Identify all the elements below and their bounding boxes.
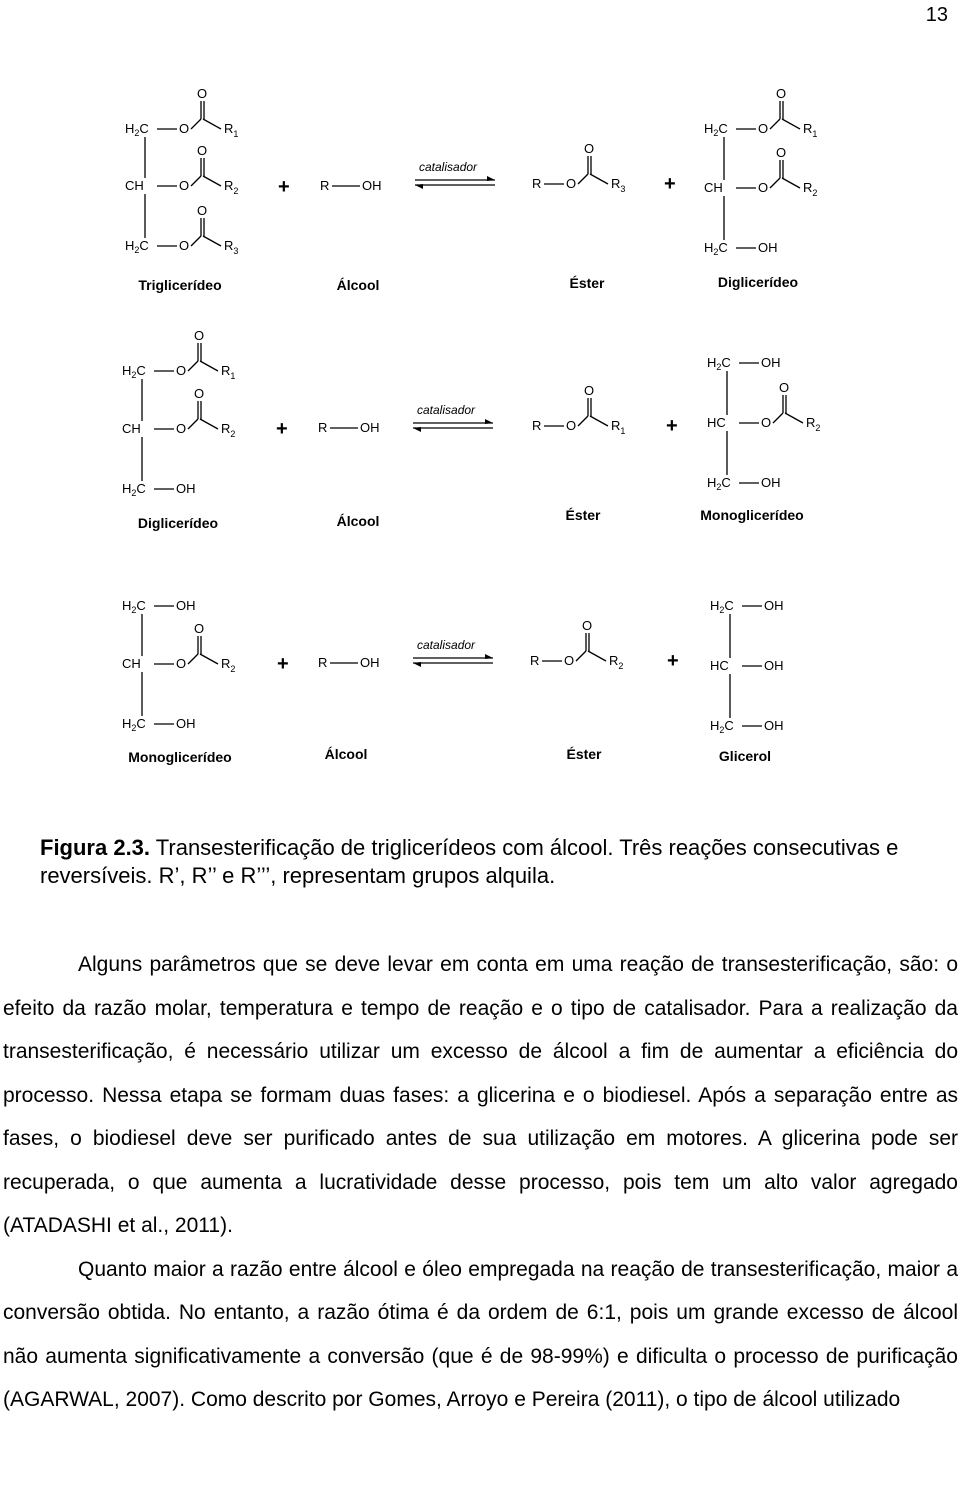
atom-label: OH xyxy=(176,481,196,496)
atom-label: O xyxy=(758,121,769,136)
atom-label: OH xyxy=(176,598,196,613)
atom-label: OH xyxy=(176,716,196,731)
atom-label: O xyxy=(582,618,593,633)
atom-label: R xyxy=(318,420,328,435)
caption-text: Transesterificação de triglicerídeos com álcool. Três reações consecutivas e reversíveis. R’, R’’ e R’’’, representam grupos alquila. xyxy=(40,835,899,888)
atom-label: O xyxy=(179,178,190,193)
bond xyxy=(203,236,221,246)
atom-label: $H_2C$ xyxy=(125,238,149,255)
atom-label: O xyxy=(194,386,205,401)
atom-label: O xyxy=(584,141,595,156)
bond xyxy=(782,119,800,129)
bond xyxy=(203,119,221,129)
paragraph-1: Alguns parâmetros que se deve levar em conta em uma reação de transesterificação, são: o efeito da razão molar, temperatura e tempo de reação e o tipo de catalisador. Para a realização da transesterificação, é necessário utilizar um excesso de álcool a fim de aumentar a eficiência do processo. Nessa etapa se formam duas fases: a glicerina e o biodiesel. Após a separação entre as fases, o biodiesel deve ser purificado antes de sua utilização em motores. A glicerina pode ser recuperada, o que aumenta a lucratividade desse processo, pois tem um alto valor agregado (ATADASHI et al., 2011). xyxy=(3,953,958,1237)
page-number: 13 xyxy=(925,4,948,26)
atom-label: OH xyxy=(761,475,781,490)
atom-label: O xyxy=(194,328,205,343)
atom-label: O xyxy=(758,180,769,195)
bond xyxy=(770,178,780,188)
atom-label: CH xyxy=(122,656,141,671)
bond xyxy=(590,416,608,426)
bond xyxy=(191,176,201,186)
paragraph-2: Quanto maior a razão entre álcool e óleo empregada na reação de transesterificação, maior a conversão obtida. No entanto, a razão ótima é da ordem de 6:1, pois um grande excesso de álcool não aumenta significativamente a conversão (que é de 98-99%) e dificulta o processo de purificação (AGARWAL, 2007). Como descrito por Gomes, Arroyo e Pereira (2011), o tipo de álcool utilizado xyxy=(3,1257,958,1411)
alcohol-label: Álcool xyxy=(324,746,368,762)
atom-label: $R_2$ xyxy=(609,653,624,671)
atom-label: $H_2C$ xyxy=(707,475,731,492)
alcohol-label: Álcool xyxy=(336,513,380,529)
ester-label: Éster xyxy=(566,746,602,762)
atom-label: OH xyxy=(761,355,781,370)
atom-label: $H_2C$ xyxy=(710,598,734,615)
bond xyxy=(782,178,800,188)
bond xyxy=(785,413,803,423)
body-text xyxy=(3,943,958,1422)
atom-label: $R_2$ xyxy=(221,421,236,439)
atom-label: $R_1$ xyxy=(611,418,626,436)
atom-label: O xyxy=(761,415,772,430)
atom-label: O xyxy=(566,176,577,191)
atom-label: $R_1$ xyxy=(803,121,818,139)
atom-label: $H_2C$ xyxy=(122,598,146,615)
atom-label: O xyxy=(176,421,187,436)
atom-label: O xyxy=(566,418,577,433)
catalyst-label: catalisador xyxy=(417,638,476,652)
atom-label: $H_2C$ xyxy=(704,240,728,257)
atom-label: O xyxy=(197,203,208,218)
bond xyxy=(773,413,783,423)
bond xyxy=(590,174,608,184)
atom-label: O xyxy=(776,86,787,101)
atom-label: $H_2C$ xyxy=(707,355,731,372)
ester-label: Éster xyxy=(569,275,605,291)
reactant-label: Monoglicerídeo xyxy=(128,749,232,765)
atom-label: R xyxy=(532,418,542,433)
bond xyxy=(191,119,201,129)
atom-label: O xyxy=(779,380,790,395)
atom-label: OH xyxy=(362,178,382,193)
atom-label: HC xyxy=(707,415,726,430)
product-label: Monoglicerídeo xyxy=(700,507,804,523)
bond xyxy=(770,119,780,129)
figure-caption xyxy=(40,834,920,890)
atom-label: R xyxy=(320,178,330,193)
catalyst-label: catalisador xyxy=(417,403,476,417)
atom-label: $H_2C$ xyxy=(125,121,149,138)
atom-label: $H_2C$ xyxy=(704,121,728,138)
catalyst-label: catalisador xyxy=(419,160,478,174)
bond xyxy=(578,416,588,426)
atom-label: $R_2$ xyxy=(806,415,821,433)
atom-label: $H_2C$ xyxy=(122,363,146,380)
atom-label: $R_3$ xyxy=(611,176,626,194)
atom-label: $H_2C$ xyxy=(122,716,146,733)
caption-label: Figura 2.3. xyxy=(40,835,151,860)
atom-label: O xyxy=(179,121,190,136)
atom-label: CH xyxy=(122,421,141,436)
plus-sign: + xyxy=(278,176,290,198)
ester-label: Éster xyxy=(565,507,601,523)
atom-label: $H_2C$ xyxy=(710,718,734,735)
atom-label: $R_1$ xyxy=(221,363,236,381)
atom-label: R xyxy=(530,653,540,668)
atom-label: O xyxy=(564,653,575,668)
plus-sign: + xyxy=(664,173,676,195)
product-label: Diglicerídeo xyxy=(717,274,799,290)
atom-label: OH xyxy=(764,598,784,613)
product-label: Glicerol xyxy=(718,748,772,764)
plus-sign: + xyxy=(667,650,679,672)
atom-label: R xyxy=(318,655,328,670)
bond xyxy=(188,361,198,371)
atom-label: OH xyxy=(764,718,784,733)
atom-label: CH xyxy=(125,178,144,193)
bond xyxy=(200,361,218,371)
plus-sign: + xyxy=(666,415,678,437)
atom-label: O xyxy=(197,143,208,158)
bond xyxy=(200,654,218,664)
bond xyxy=(203,176,221,186)
plus-sign: + xyxy=(276,418,288,440)
bond xyxy=(576,651,586,661)
atom-label: O xyxy=(194,621,205,636)
atom-label: O xyxy=(176,363,187,378)
bond xyxy=(188,654,198,664)
atom-label: CH xyxy=(704,180,723,195)
atom-label: $R_1$ xyxy=(224,121,239,139)
atom-label: O xyxy=(584,383,595,398)
atom-label: O xyxy=(197,86,208,101)
atom-label: HC xyxy=(710,658,729,673)
atom-label: $R_2$ xyxy=(224,178,239,196)
alcohol-label: Álcool xyxy=(336,277,380,293)
atom-label: $R_2$ xyxy=(221,656,236,674)
atom-label: $R_3$ xyxy=(224,238,239,256)
atom-label: R xyxy=(532,176,542,191)
bond xyxy=(578,174,588,184)
bond xyxy=(200,419,218,429)
bond xyxy=(588,651,606,661)
atom-label: $H_2C$ xyxy=(122,481,146,498)
transesterification-scheme xyxy=(0,80,960,780)
bond xyxy=(188,419,198,429)
atom-label: OH xyxy=(360,655,380,670)
bond xyxy=(191,236,201,246)
reactant-label: Triglicerídeo xyxy=(138,277,222,293)
atom-label: O xyxy=(776,145,787,160)
atom-label: O xyxy=(176,656,187,671)
plus-sign: + xyxy=(277,653,289,675)
reactant-label: Diglicerídeo xyxy=(137,515,219,531)
atom-label: O xyxy=(179,238,190,253)
atom-label: $R_2$ xyxy=(803,180,818,198)
atom-label: OH xyxy=(758,240,778,255)
atom-label: OH xyxy=(360,420,380,435)
atom-label: OH xyxy=(764,658,784,673)
